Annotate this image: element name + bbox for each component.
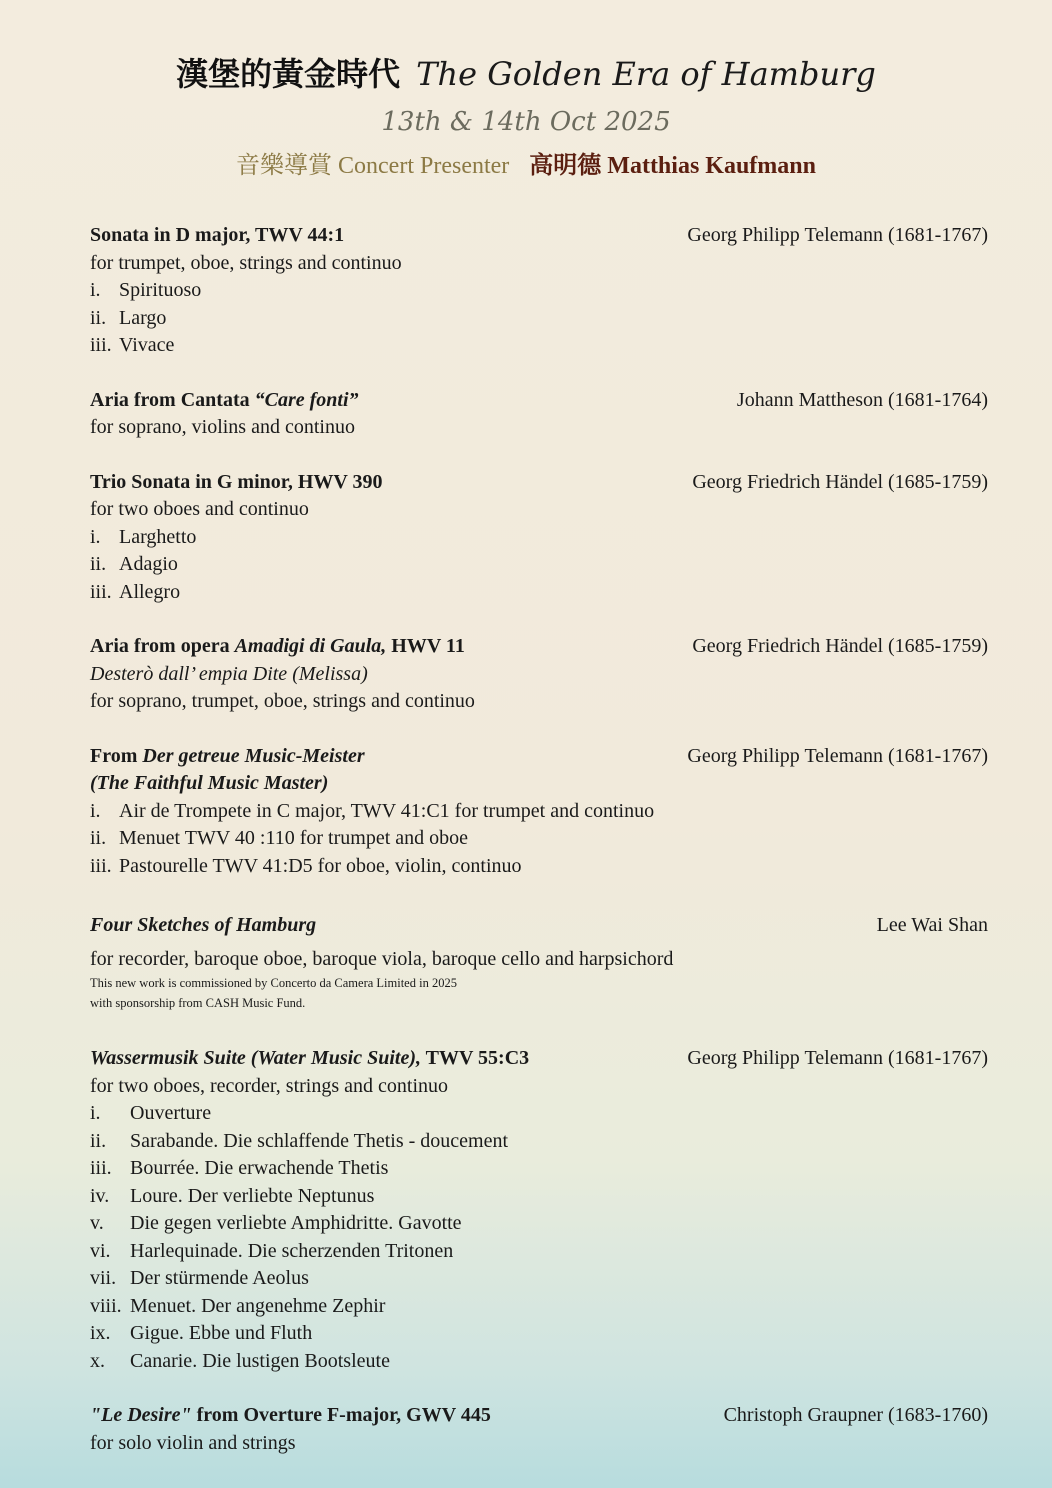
piece-title-suffix: TWV 55:C3 bbox=[420, 1047, 530, 1069]
piece-composer: Georg Philipp Telemann (1681-1767) bbox=[687, 224, 988, 246]
piece-title-italic: "Le Desire" bbox=[90, 1404, 192, 1426]
piece-title bbox=[90, 387, 359, 415]
piece-title-suffix: from Overture F-major, GWV 445 bbox=[191, 1404, 491, 1426]
program-piece bbox=[90, 469, 988, 607]
program-piece bbox=[90, 1402, 988, 1457]
piece-title-prefix: Aria from Cantata bbox=[90, 388, 255, 411]
movement-number: iv. bbox=[90, 1184, 110, 1207]
piece-title: Four Sketches of Hamburg bbox=[90, 914, 317, 936]
piece-title-italic: Amadigi di Gaula, bbox=[234, 635, 387, 657]
movement bbox=[90, 1183, 988, 1211]
movement-name: Gigue. Ebbe und Fluth bbox=[130, 1322, 313, 1344]
movement-name: Ouverture bbox=[130, 1102, 212, 1124]
piece-composer: Johann Mattheson (1681-1764) bbox=[736, 388, 988, 411]
movement-name: Allegro bbox=[119, 580, 181, 603]
piece-title-italic: Wassermusik Suite (Water Music Suite), bbox=[90, 1047, 421, 1069]
movement-number: ii. bbox=[90, 1129, 107, 1152]
concert-title-chinese: 漢堡的黃金時代 bbox=[176, 55, 401, 93]
program-header bbox=[0, 52, 1052, 184]
program-piece bbox=[90, 633, 988, 716]
movement-number: ii. bbox=[90, 827, 107, 849]
movement bbox=[90, 1265, 988, 1293]
movement-name: Adagio bbox=[119, 553, 178, 575]
movement-number: x. bbox=[90, 1349, 105, 1372]
piece-title bbox=[90, 633, 465, 661]
piece-subtitle: Desterò dall’ empia Dite (Melissa) bbox=[90, 662, 368, 685]
movement-number: ix. bbox=[90, 1322, 111, 1344]
movement-number: viii. bbox=[90, 1294, 122, 1317]
movement-name: Vivace bbox=[119, 334, 175, 356]
program-piece bbox=[90, 222, 988, 360]
movement bbox=[90, 524, 988, 552]
movement bbox=[90, 1100, 988, 1128]
commission-note: with sponsorship from CASH Music Fund. bbox=[90, 996, 306, 1010]
piece-composer: Georg Philipp Telemann (1681-1767) bbox=[687, 1047, 988, 1069]
movement-number: i. bbox=[90, 1102, 101, 1124]
movement bbox=[90, 825, 988, 853]
piece-title-italic: “Care fonti” bbox=[254, 388, 359, 411]
movement bbox=[90, 1128, 988, 1156]
movement-number: vii. bbox=[90, 1267, 117, 1289]
piece-title bbox=[90, 743, 365, 771]
movement-number: vi. bbox=[90, 1239, 111, 1262]
movement-number: iii. bbox=[90, 580, 112, 603]
movement-name: Bourrée. Die erwachende Thetis bbox=[130, 1157, 389, 1179]
movement-name: Canarie. Die lustigen Bootsleute bbox=[130, 1349, 390, 1372]
piece-composer: Christoph Graupner (1683-1760) bbox=[723, 1404, 988, 1426]
movement-name: Sarabande. Die schlaffende Thetis - doucement bbox=[130, 1129, 509, 1152]
piece-composer: Georg Friedrich Händel (1685-1759) bbox=[692, 470, 988, 493]
movement-name: Air de Trompete in C major, TWV 41:C1 for trumpet and continuo bbox=[119, 799, 655, 822]
piece-instrumentation: for two oboes, recorder, strings and continuo bbox=[90, 1074, 448, 1097]
movement-name: Harlequinade. Die scherzenden Tritonen bbox=[130, 1239, 454, 1262]
movement-name: Spirituoso bbox=[119, 279, 202, 301]
piece-composer: Georg Friedrich Händel (1685-1759) bbox=[692, 635, 988, 657]
movement-name: Der stürmende Aeolus bbox=[130, 1267, 309, 1289]
movement bbox=[90, 332, 988, 360]
movement-number: ii. bbox=[90, 553, 107, 575]
movement bbox=[90, 1348, 988, 1376]
movement bbox=[90, 1210, 988, 1238]
piece-instrumentation: for trumpet, oboe, strings and continuo bbox=[90, 251, 402, 274]
piece-title bbox=[90, 1045, 529, 1073]
movement-name: Pastourelle TWV 41:D5 for oboe, violin, continuo bbox=[119, 854, 522, 877]
movement bbox=[90, 1320, 988, 1348]
piece-instrumentation: for soprano, violins and continuo bbox=[90, 416, 355, 438]
movement bbox=[90, 551, 988, 579]
piece-subtitle: (The Faithful Music Master) bbox=[90, 772, 329, 794]
piece-title: Sonata in D major, TWV 44:1 bbox=[90, 224, 345, 246]
movement bbox=[90, 1293, 988, 1321]
movement bbox=[90, 1155, 988, 1183]
movement-name: Largo bbox=[119, 306, 167, 329]
piece-composer: Georg Philipp Telemann (1681-1767) bbox=[687, 744, 988, 767]
program-list bbox=[90, 222, 988, 1484]
program-piece bbox=[90, 1045, 988, 1375]
movement-name: Die gegen verliebte Amphidritte. Gavotte bbox=[130, 1212, 462, 1234]
piece-title-suffix: HWV 11 bbox=[386, 635, 465, 657]
piece-instrumentation: for two oboes and continuo bbox=[90, 498, 309, 520]
piece-instrumentation: for recorder, baroque oboe, baroque viola, baroque cello and harpsichord bbox=[90, 947, 674, 970]
program-piece bbox=[90, 387, 988, 442]
piece-title: Trio Sonata in G minor, HWV 390 bbox=[90, 470, 383, 493]
movement bbox=[90, 579, 988, 607]
commission-note: This new work is commissioned by Concerto da Camera Limited in 2025 bbox=[90, 976, 457, 990]
concert-title bbox=[0, 52, 1052, 96]
piece-instrumentation: for solo violin and strings bbox=[90, 1431, 296, 1454]
presenter-line bbox=[0, 148, 1052, 184]
movement bbox=[90, 798, 988, 826]
piece-composer: Lee Wai Shan bbox=[876, 914, 988, 936]
movement-name: Loure. Der verliebte Neptunus bbox=[130, 1184, 375, 1207]
program-piece bbox=[90, 743, 988, 881]
movement bbox=[90, 305, 988, 333]
movement-number: v. bbox=[90, 1212, 104, 1234]
movement bbox=[90, 277, 988, 305]
movement bbox=[90, 1238, 988, 1266]
piece-title-prefix: From bbox=[90, 744, 143, 767]
piece-title-prefix: Aria from opera bbox=[90, 635, 235, 657]
movement-name: Menuet. Der angenehme Zephir bbox=[130, 1294, 386, 1317]
piece-title bbox=[90, 1402, 491, 1430]
movement-number: iii. bbox=[90, 854, 112, 877]
piece-title-italic: Der getreue Music-Meister bbox=[142, 744, 365, 767]
program-piece bbox=[90, 912, 988, 1013]
movement-number: ii. bbox=[90, 306, 107, 329]
piece-instrumentation: for soprano, trumpet, oboe, strings and continuo bbox=[90, 690, 475, 712]
movement-number: i. bbox=[90, 525, 101, 548]
movement-name: Menuet TWV 40 :110 for trumpet and oboe bbox=[119, 827, 469, 849]
movement-number: iii. bbox=[90, 1157, 112, 1179]
movement-number: i. bbox=[90, 279, 101, 301]
concert-date: 13th & 14th Oct 2025 bbox=[381, 107, 671, 137]
movement-number: iii. bbox=[90, 334, 112, 356]
movement-name: Larghetto bbox=[119, 525, 197, 548]
movement bbox=[90, 853, 988, 881]
movement-number: i. bbox=[90, 799, 101, 822]
presenter-name: 高明德 Matthias Kaufmann bbox=[529, 153, 816, 179]
concert-title-english: The Golden Era of Hamburg bbox=[416, 55, 876, 93]
presenter-label: 音樂導賞 Concert Presenter bbox=[236, 153, 510, 179]
